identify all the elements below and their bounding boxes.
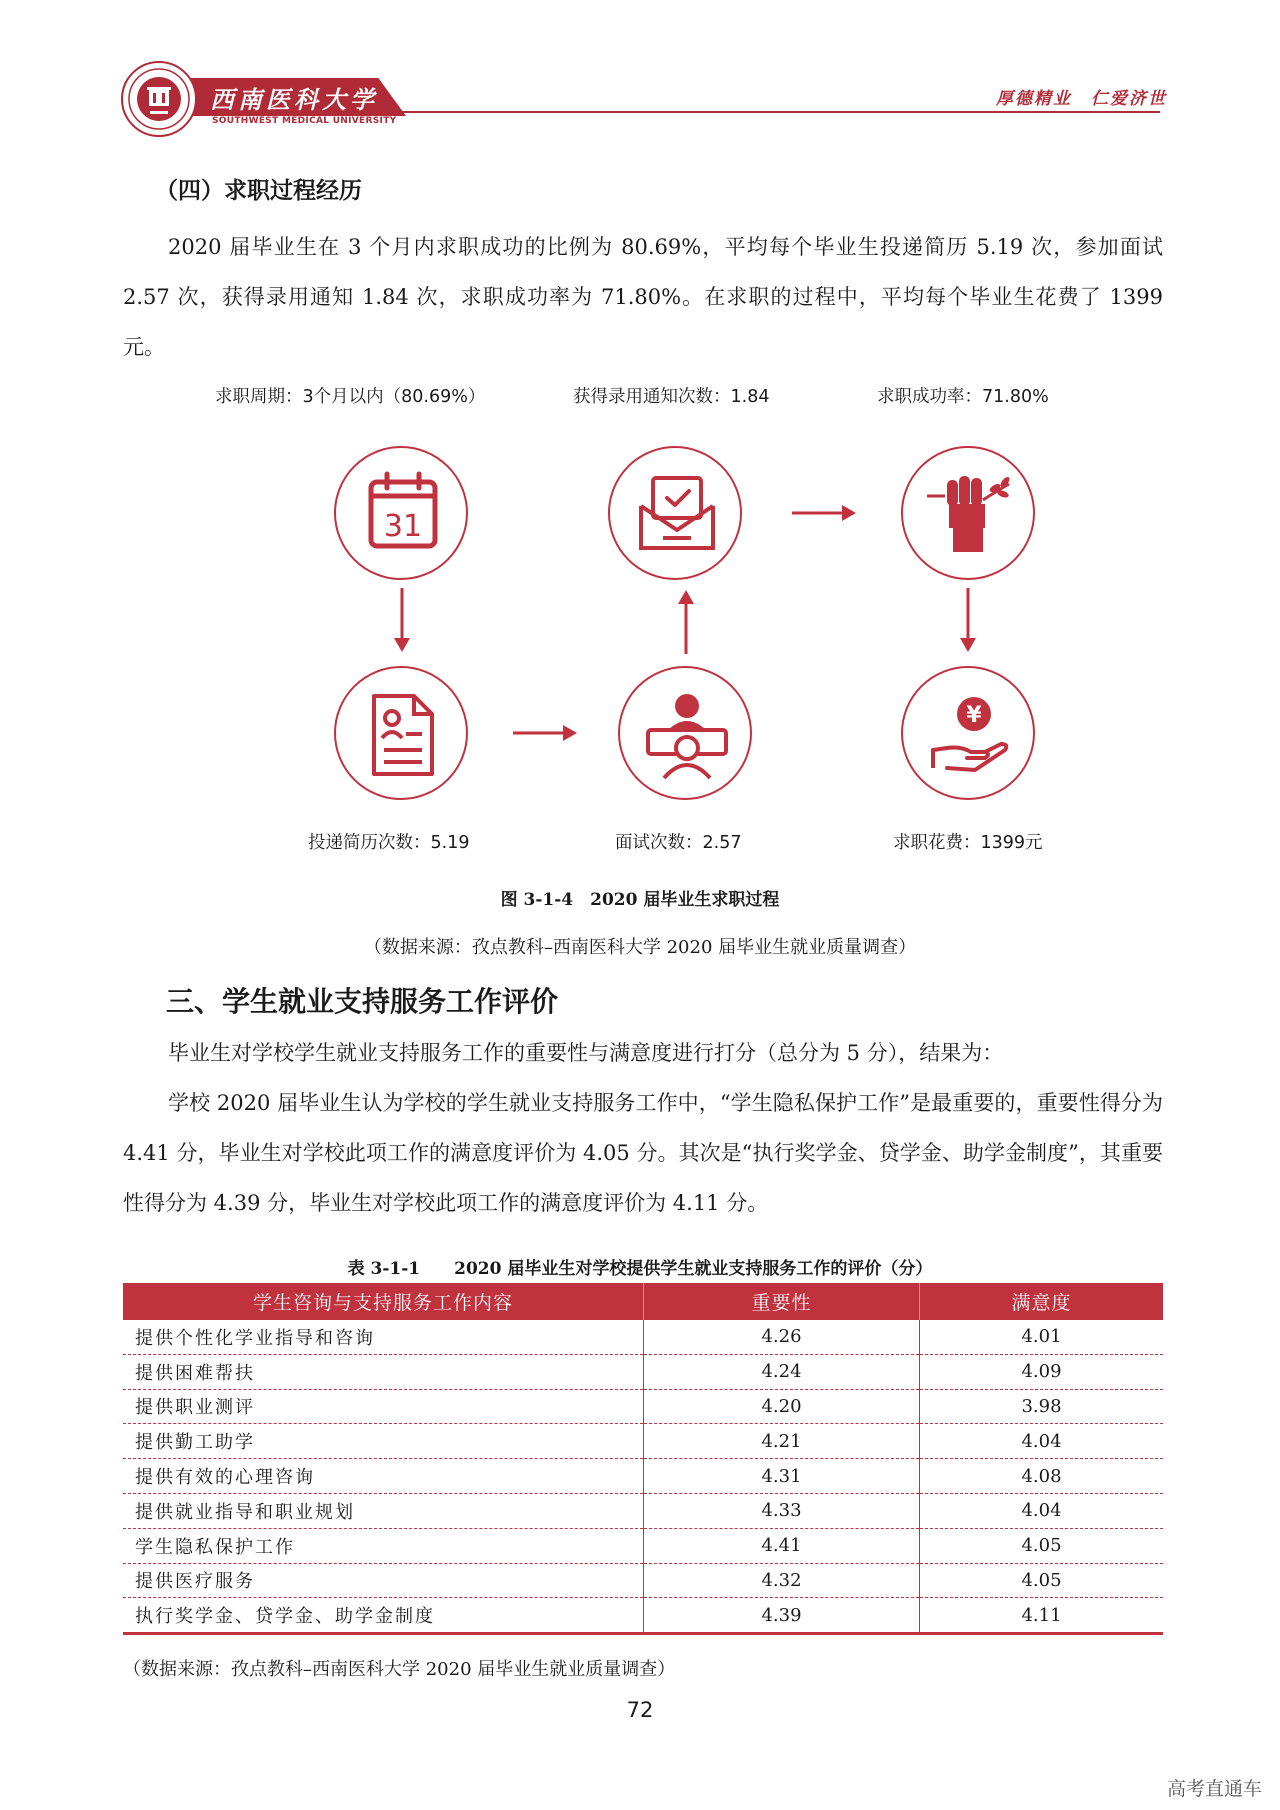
figure-caption: 图 3-1-4 2020 届毕业生求职过程 (500, 890, 780, 910)
table-row (123, 1493, 1163, 1528)
row-item: 学生隐私保护工作 (123, 1528, 644, 1563)
evaluation-intro: 毕业生对学校学生就业支持服务工作的重要性与满意度进行打分（总分为 5 分），结果为： (168, 1041, 1004, 1065)
table-row (123, 1528, 1163, 1563)
row-importance: 4.33 (644, 1493, 920, 1528)
row-satisfaction: 4.01 (920, 1320, 1164, 1354)
row-importance: 4.41 (644, 1528, 920, 1563)
watermark: 高考直通车 (1166, 1778, 1262, 1800)
arrow-down-1 (390, 588, 414, 654)
row-item: 提供困难帮扶 (123, 1354, 644, 1389)
arrow-right-1 (513, 721, 579, 745)
university-motto: 厚德精业 仁爱济世 (996, 89, 1167, 109)
envelope-check-icon (635, 472, 719, 556)
table-row (123, 1563, 1163, 1598)
row-satisfaction: 4.11 (920, 1598, 1164, 1634)
interview-icon (640, 688, 734, 782)
row-importance: 4.39 (644, 1598, 920, 1634)
university-english-name: SOUTHWEST MEDICAL UNIVERSITY (212, 116, 397, 126)
figure-source: （数据来源：孜点教科–西南医科大学 2020 届毕业生就业质量调查） (363, 937, 917, 958)
row-item: 提供有效的心理咨询 (123, 1459, 644, 1494)
row-item: 提供职业测评 (123, 1389, 644, 1424)
label-success-rate: 求职成功率：71.80% (877, 387, 1049, 407)
fist-icon (925, 470, 1015, 560)
row-importance: 4.26 (644, 1320, 920, 1354)
row-satisfaction: 4.05 (920, 1528, 1164, 1563)
calendar-day: 31 (383, 509, 423, 544)
label-job-cycle: 求职周期：3个月以内（80.69%） (215, 387, 486, 407)
table-row (123, 1424, 1163, 1459)
header-satisfaction: 满意度 (920, 1283, 1164, 1320)
row-item: 提供个性化学业指导和咨询 (123, 1320, 644, 1354)
row-importance: 4.24 (644, 1354, 920, 1389)
calendar-icon (363, 470, 443, 554)
cost-circle (901, 666, 1035, 800)
row-importance: 4.31 (644, 1459, 920, 1494)
calendar-circle (334, 446, 468, 580)
success-circle (901, 446, 1035, 580)
row-item: 提供医疗服务 (123, 1563, 644, 1598)
row-satisfaction: 4.05 (920, 1563, 1164, 1598)
row-satisfaction: 4.09 (920, 1354, 1164, 1389)
arrow-right-2 (792, 501, 858, 525)
label-interviews: 面试次数：2.57 (615, 833, 742, 853)
row-importance: 4.21 (644, 1424, 920, 1459)
label-offers: 获得录用通知次数：1.84 (573, 387, 770, 407)
row-satisfaction: 3.98 (920, 1389, 1164, 1424)
row-importance: 4.20 (644, 1389, 920, 1424)
row-item: 提供勤工助学 (123, 1424, 644, 1459)
interview-circle (618, 666, 752, 800)
header-item: 学生咨询与支持服务工作内容 (123, 1283, 644, 1320)
row-satisfaction: 4.08 (920, 1459, 1164, 1494)
row-satisfaction: 4.04 (920, 1493, 1164, 1528)
evaluation-paragraph: 学校 2020 届毕业生认为学校的学生就业支持服务工作中，“学生隐私保护工作”是最重要的，重要性得分为 4.41 分，毕业生对学校此项工作的满意度评价为 4.05 分。其次是“执行奖学金、贷学金、助学金制度”，其重要性得分为 4.39 分，毕业生对学校此项工作的满意度评价为 4.11 分。 (123, 1091, 1163, 1215)
section-heading-evaluation: 三、学生就业支持服务工作评价 (166, 985, 559, 1018)
university-name: 西南医科大学 (210, 85, 378, 114)
page-number: 72 (626, 1698, 654, 1722)
row-satisfaction: 4.04 (920, 1424, 1164, 1459)
resume-icon (368, 690, 438, 780)
table-row (123, 1389, 1163, 1424)
money-hand-icon (927, 692, 1013, 778)
arrow-down-2 (956, 588, 980, 654)
row-item: 执行奖学金、贷学金、助学金制度 (123, 1598, 644, 1634)
table-title: 表 3-1-1 2020 届毕业生对学校提供学生就业支持服务工作的评价（分） (347, 1259, 933, 1279)
university-logo-icon (120, 60, 198, 138)
offer-circle (608, 446, 742, 580)
arrow-up-1 (674, 588, 698, 654)
table-row (123, 1598, 1163, 1634)
row-importance: 4.32 (644, 1563, 920, 1598)
table-row (123, 1459, 1163, 1494)
table-row (123, 1354, 1163, 1389)
table-header-row (123, 1283, 1163, 1320)
header-importance: 重要性 (644, 1283, 920, 1320)
evaluation-table (123, 1283, 1163, 1635)
row-item: 提供就业指导和职业规划 (123, 1493, 644, 1528)
table-row (123, 1320, 1163, 1354)
table-source: （数据来源：孜点教科–西南医科大学 2020 届毕业生就业质量调查） (123, 1659, 676, 1680)
svg-text:¥: ¥ (966, 703, 982, 728)
job-search-paragraph: 2020 届毕业生在 3 个月内求职成功的比例为 80.69%，平均每个毕业生投递简历 5.19 次，参加面试 2.57 次，获得录用通知 1.84 次，求职成功率为 71.80%。在求职的过程中，平均每个毕业生花费了 1399 元。 (123, 235, 1163, 359)
resume-circle (334, 666, 468, 800)
label-cost: 求职花费：1399元 (893, 833, 1043, 853)
label-resumes: 投递简历次数：5.19 (308, 833, 470, 853)
section-heading-job-search: （四）求职过程经历 (155, 178, 362, 204)
